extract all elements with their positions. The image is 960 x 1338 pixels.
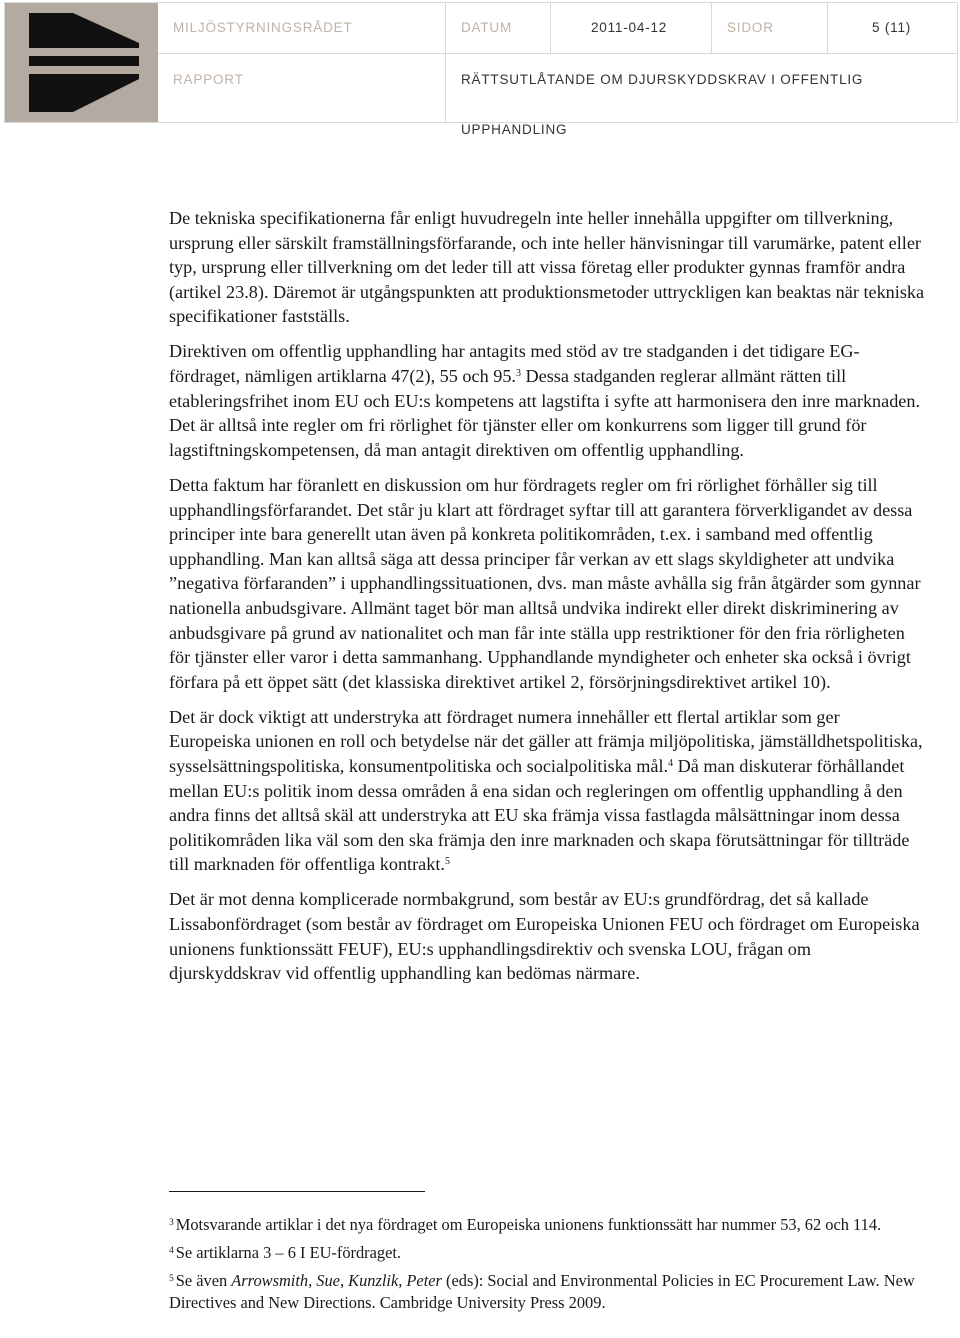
header-divider <box>550 3 551 53</box>
doc-type: RAPPORT <box>173 72 244 87</box>
date-label: DATUM <box>461 20 512 35</box>
page-header <box>4 2 958 137</box>
pages-value: 5 (11) <box>872 20 912 35</box>
paragraph <box>169 887 925 985</box>
paragraph <box>169 473 925 694</box>
header-divider <box>711 3 712 53</box>
header-row-divider <box>158 53 957 54</box>
footnote-text: (eds): Social and Environmental Policies in EC Procurement Law. New Directives and New Directions. Cambridge University Press 2009. <box>169 1271 915 1312</box>
footnote-text: Motsvarande artiklar i det nya fördraget om Europeiska unionens funktionssätt har nummer 53, 62 och 114. <box>175 1215 882 1234</box>
footnote-text: Se artiklarna 3 – 6 I EU-fördraget. <box>175 1243 402 1262</box>
header-divider <box>445 3 446 122</box>
paragraph-text: Dessa stadganden reglerar allmänt rätten till etableringsfrihet inom EU och EU:s kompetens att lagstifta i syfte att harmonisera den inre marknaden. Det är alltså inte regler om fri rörlighet för tjänster eller om konkurrens som ligger till grund för lagstiftningskompetensen, då man antagit direktiven om offentlig upphandling. <box>169 366 921 460</box>
footnote-authors: Arrowsmith, Sue, Kunzlik, Peter <box>231 1271 442 1290</box>
footnote-ref: 4 <box>668 757 674 769</box>
logo-mark-icon <box>5 3 158 122</box>
body-text <box>169 206 925 996</box>
paragraph-text: Direktiven om offentlig upphandling har antagits med stöd av tre stadganden i det tidigare EG-fördraget, nämligen artiklarna 47(2), 55 och 95. <box>169 341 860 387</box>
paragraph-text: Då man diskuterar förhållandet mellan EU:s politik inom dessa områden å ena sidan och regleringen om offentlig upphandling å den andra finns det alltså skäl att understryka att EU ska främja vissa fastlagda målsättningar inom dessa politikområden lika väl som den ska främja den inre marknaden och skapa förutsättningar för tillträde till marknaden för offentliga kontrakt. <box>169 755 910 875</box>
footnote-number: 4 <box>169 1246 174 1256</box>
footnote-number: 5 <box>169 1274 174 1284</box>
paragraph-text: De tekniska specifikationerna får enligt huvudregeln inte heller innehålla uppgifter om tillverkning, ursprung eller särskilt framställningsförfarande, och inte heller hänvisningar till varumärke, patent eller typ, ursprung eller tillverkning om det leder till att vissa företag eller produkter gynnas framför andra (artikel 23.8). Däremot är utgångspunkten att produktionsmetoder uttryckligen kan beaktas när tekniska specifikationer fastställs. <box>169 208 925 327</box>
paragraph <box>169 705 925 877</box>
paragraph-text: Detta faktum har föranlett en diskussion om hur fördragets regler om fri rörlighet förhåller sig till upphandlingsförfarandet. Det står ju klart att fördraget syftar till att garantera förverkligandet av dessa principer inte bara generellt utan även på konkreta politikområden, t.ex. i samband med offentlig upphandling. Man kan alltså säga att dessa principer får verkan av ett slags skyldigheter att undvika ”negativa förfaranden” i upphandlingssituationen, dvs. man måste avhålla sig från åtgärder som gynnar nationella anbudsgivare. Allmänt taget bör man alltså undvika indirekt eller direkt diskriminering av anbudsgivare på grund av nationalitet och man får inte ställa upp restriktioner för den fria rörligheten för tjänster eller varor i detta sammanhang. Upphandlande myndigheter och enheter ska också i övrigt förfara på ett öppet sätt (det klassiska direktivet artikel 2, försörjningsdirektivet artikel 10). <box>169 474 921 692</box>
footnote <box>169 1270 925 1314</box>
footnote-ref: 3 <box>515 368 521 380</box>
footnotes <box>169 1214 925 1320</box>
pages-label: SIDOR <box>727 20 774 35</box>
paragraph-text: Det är mot denna komplicerade normbakgrund, som består av EU:s grundfördrag, det så kallade Lissabonfördraget (som består av fördraget om Europeiska Unionen FEU och fördraget om Europeiska unionens funktionssätt FEUF), EU:s upphandlingsdirektiv och svenska LOU, frågan om djurskyddskrav vid offentlig upphandling kan bedömas närmare. <box>169 889 920 984</box>
logo <box>5 3 158 122</box>
footnote <box>169 1242 925 1264</box>
date-value: 2011-04-12 <box>591 20 668 35</box>
paragraph <box>169 339 925 462</box>
footnote-number: 3 <box>169 1218 174 1228</box>
doc-title: RÄTTSUTLÅTANDE OM DJURSKYDDSKRAV I OFFENTLIG UPPHANDLING <box>461 72 864 137</box>
paragraph <box>169 206 925 329</box>
org-name: MILJÖSTYRNINGSRÅDET <box>173 20 353 35</box>
paragraph-text: Det är dock viktigt att understryka att fördraget numera innehåller ett flertal artiklar som ger Europeiska unionen en roll och betydelse när det gäller att främja miljöpolitiska, jämställdhetspolitiska, sysselsättningspolitiska, konsumentpolitiska och socialpolitiska mål. <box>169 706 923 776</box>
footnote-text: Se även <box>175 1271 232 1290</box>
footnote-separator <box>169 1191 425 1192</box>
footnote-ref: 5 <box>444 856 450 868</box>
header-divider <box>827 3 828 53</box>
footnote <box>169 1214 925 1236</box>
